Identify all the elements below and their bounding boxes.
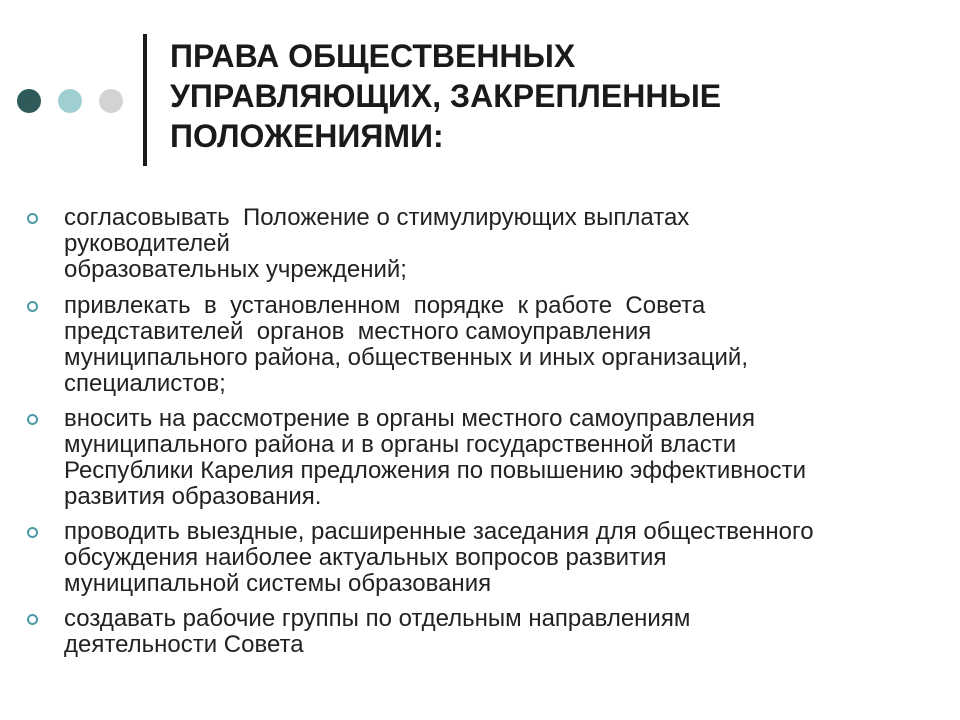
bullet-line: образовательных учреждений; [64, 256, 407, 283]
bullet-text [64, 293, 954, 397]
bullet-line: специалистов; [64, 370, 226, 397]
bullet-line: создавать рабочие группы по отдельным направлениям [64, 605, 691, 632]
bullet-text [64, 406, 954, 510]
ring-bullet-icon [27, 414, 38, 425]
title-line: УПРАВЛЯЮЩИХ, ЗАКРЕПЛЕННЫЕ [170, 78, 722, 114]
bullet-line: развития образования. [64, 483, 322, 510]
bullet-text [64, 205, 954, 283]
bullet-text [64, 519, 954, 597]
bullet-line: муниципального района и в органы государственной власти [64, 431, 737, 458]
bullet-line: руководителей [64, 230, 230, 257]
ring-bullet-icon [27, 301, 38, 312]
ring-bullet-icon [27, 527, 38, 538]
bullet-line: Республики Карелия предложения по повышению эффективности [64, 457, 807, 484]
bullet-line: обсуждения наиболее актуальных вопросов развития [64, 544, 667, 571]
bullet-line: согласовывать Положение о стимулирующих выплатах [64, 204, 690, 231]
bullet-line: представителей органов местного самоуправления [64, 318, 652, 345]
bullet-line: муниципальной системы образования [64, 570, 492, 597]
ring-bullet-icon [27, 213, 38, 224]
bullet-line: деятельности Совета [64, 631, 304, 658]
ring-bullet-icon [27, 614, 38, 625]
bullet-text [64, 606, 954, 658]
bullet-line: муниципального района, общественных и иных организаций, [64, 344, 748, 371]
title-line: ПРАВА ОБЩЕСТВЕННЫХ [170, 38, 576, 74]
bullet-line: проводить выездные, расширенные заседания для общественного [64, 518, 814, 545]
bullet-line: вносить на рассмотрение в органы местного самоуправления [64, 405, 755, 432]
bullet-line: привлекать в установленном порядке к работе Совета [64, 292, 706, 319]
title-line: ПОЛОЖЕНИЯМИ: [170, 118, 444, 154]
